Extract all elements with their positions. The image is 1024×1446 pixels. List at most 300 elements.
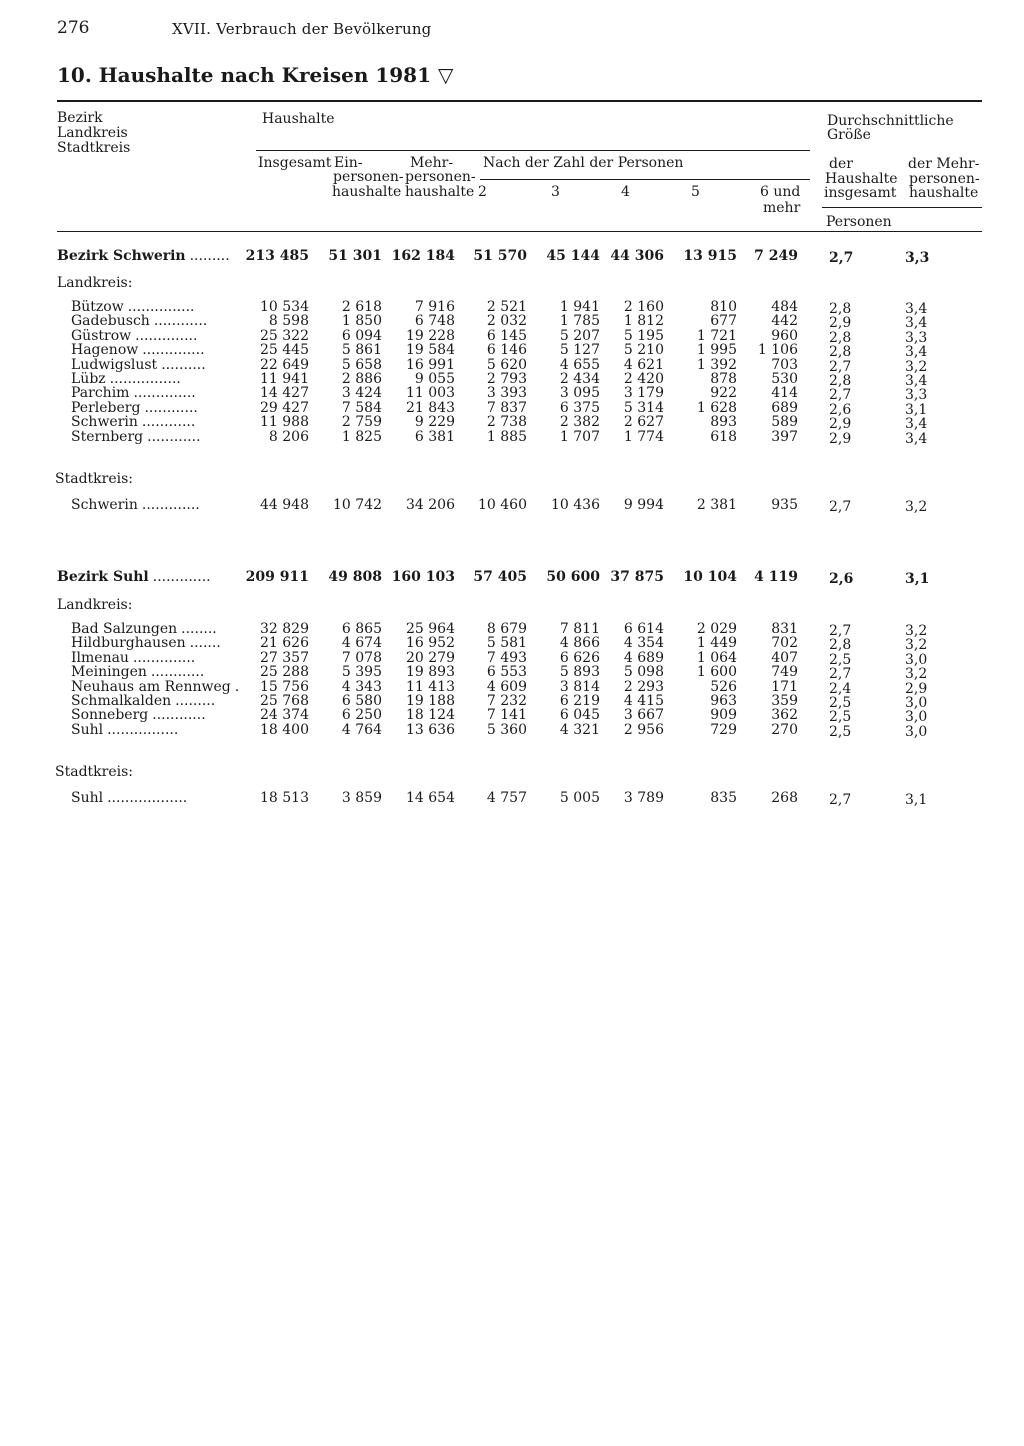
table-row-value-8: 407 bbox=[771, 650, 798, 666]
table-row-avg-2: 3,0 bbox=[905, 709, 928, 725]
bezirk-row-value-4: 57 405 bbox=[473, 569, 527, 585]
table-row-value-1: 25 445 bbox=[260, 342, 309, 358]
table-row-value-2: 3 424 bbox=[341, 385, 382, 401]
table-row-avg-2: 3,4 bbox=[905, 416, 928, 432]
table-row-value-6: 2 160 bbox=[623, 299, 664, 315]
table-row-avg-2: 3,4 bbox=[905, 344, 928, 360]
table-row-value-7: 909 bbox=[710, 707, 737, 723]
table-row-value-1: 14 427 bbox=[260, 385, 309, 401]
header-mehrpersonen-1: Mehr- bbox=[410, 155, 454, 171]
table-row-value-4: 7 232 bbox=[486, 693, 527, 709]
header-einpersonen-3: haushalte bbox=[332, 184, 402, 200]
table-row-avg-2: 3,2 bbox=[905, 623, 928, 639]
header-personen-6-2: mehr bbox=[763, 200, 801, 216]
personen-count-rule bbox=[480, 179, 810, 180]
table-row-avg-2: 3,1 bbox=[905, 792, 928, 808]
table-row-name: Ludwigslust bbox=[71, 357, 158, 373]
table-row-value-7: 835 bbox=[710, 790, 737, 806]
table-row-value-4: 10 460 bbox=[478, 497, 527, 513]
table-row-value-1: 11 941 bbox=[260, 371, 309, 387]
table-row-value-1: 27 357 bbox=[260, 650, 309, 666]
table-row-leader-dots: .............. bbox=[132, 650, 196, 666]
table-row-value-6: 5 195 bbox=[623, 328, 664, 344]
table-row-leader-dots: ............. bbox=[141, 497, 200, 513]
durchschnitt-rule bbox=[822, 207, 982, 208]
table-row-value-1: 29 427 bbox=[260, 400, 309, 416]
stub-header-landkreis: Landkreis bbox=[57, 125, 128, 141]
table-row-value-1: 18 513 bbox=[260, 790, 309, 806]
table-row-value-3: 9 055 bbox=[414, 371, 455, 387]
table-row-avg-1: 2,7 bbox=[829, 359, 852, 375]
bezirk-row-name: Bezirk Suhl bbox=[57, 569, 149, 585]
table-row-value-2: 6 250 bbox=[341, 707, 382, 723]
table-row-value-1: 25 768 bbox=[260, 693, 309, 709]
table-row-avg-1: 2,8 bbox=[829, 373, 852, 389]
table-row-value-5: 5 893 bbox=[559, 664, 600, 680]
table-row-value-3: 25 964 bbox=[406, 621, 455, 637]
table-row-value-7: 922 bbox=[710, 385, 737, 401]
bezirk-row-value-6: 44 306 bbox=[610, 248, 664, 264]
table-row-avg-2: 3,3 bbox=[905, 387, 928, 403]
table-row-leader-dots: .............. bbox=[135, 328, 198, 344]
table-row-value-5: 7 811 bbox=[559, 621, 600, 637]
header-bottom-rule bbox=[57, 231, 982, 232]
table-row-value-1: 25 288 bbox=[260, 664, 309, 680]
table-row-leader-dots: ....... bbox=[189, 635, 221, 651]
landkreis-label: Landkreis: bbox=[57, 597, 133, 613]
table-row-value-7: 1 449 bbox=[696, 635, 737, 651]
table-row-avg-2: 3,4 bbox=[905, 373, 928, 389]
table-row-value-3: 21 843 bbox=[406, 400, 455, 416]
table-row-value-5: 5 127 bbox=[559, 342, 600, 358]
header-nach-zahl: Nach der Zahl der Personen bbox=[483, 155, 684, 171]
table-row-avg-1: 2,9 bbox=[829, 315, 852, 331]
table-row-value-5: 3 814 bbox=[559, 679, 600, 695]
table-row-avg-1: 2,5 bbox=[829, 709, 852, 725]
table-row-value-7: 1 995 bbox=[696, 342, 737, 358]
table-row-value-3: 11 003 bbox=[406, 385, 455, 401]
landkreis-label: Landkreis: bbox=[57, 275, 133, 291]
stadtkreis-label: Stadtkreis: bbox=[55, 471, 133, 487]
table-row-name: Güstrow bbox=[71, 328, 132, 344]
table-row-avg-2: 2,9 bbox=[905, 681, 928, 697]
stub-header-bezirk: Bezirk bbox=[57, 110, 103, 126]
table-row-name: Bützow bbox=[71, 299, 124, 315]
table-row-value-8: 960 bbox=[771, 328, 798, 344]
table-row-value-2: 2 886 bbox=[341, 371, 382, 387]
table-row-value-5: 6 219 bbox=[559, 693, 600, 709]
table-row-leader-dots: ............ bbox=[150, 664, 205, 680]
table-row-value-4: 6 146 bbox=[486, 342, 527, 358]
table-title: 10. Haushalte nach Kreisen 1981 ▽ bbox=[57, 63, 454, 87]
table-row-value-8: 484 bbox=[771, 299, 798, 315]
table-row-value-8: 442 bbox=[771, 313, 798, 329]
table-row-value-7: 1 721 bbox=[696, 328, 737, 344]
table-row-avg-2: 3,4 bbox=[905, 301, 928, 317]
table-row-value-1: 18 400 bbox=[260, 722, 309, 738]
table-row-value-6: 2 420 bbox=[623, 371, 664, 387]
bezirk-row-value-8: 4 119 bbox=[754, 569, 798, 585]
table-row-value-6: 2 293 bbox=[623, 679, 664, 695]
table-row-value-3: 13 636 bbox=[406, 722, 455, 738]
table-row-value-6: 5 210 bbox=[623, 342, 664, 358]
table-row-value-2: 7 584 bbox=[341, 400, 382, 416]
bezirk-row-value-1: 209 911 bbox=[245, 569, 309, 585]
table-row-value-3: 11 413 bbox=[406, 679, 455, 695]
table-row-value-4: 4 757 bbox=[486, 790, 527, 806]
table-row-leader-dots: ............... bbox=[127, 299, 195, 315]
table-row-value-5: 2 434 bbox=[559, 371, 600, 387]
table-row-name: Lübz bbox=[71, 371, 106, 387]
table-row-avg-1: 2,8 bbox=[829, 301, 852, 317]
table-row-avg-1: 2,7 bbox=[829, 499, 852, 515]
table-row-value-8: 268 bbox=[771, 790, 798, 806]
table-row-value-2: 6 865 bbox=[341, 621, 382, 637]
stadtkreis-label: Stadtkreis: bbox=[55, 764, 133, 780]
table-row-value-1: 8 206 bbox=[268, 429, 309, 445]
table-row-value-8: 270 bbox=[771, 722, 798, 738]
table-row-value-3: 19 893 bbox=[406, 664, 455, 680]
header-der-mehr-1: der Mehr- bbox=[908, 156, 980, 172]
table-row-value-4: 6 553 bbox=[486, 664, 527, 680]
table-row-avg-1: 2,7 bbox=[829, 387, 852, 403]
table-row-value-4: 5 360 bbox=[486, 722, 527, 738]
table-row-value-7: 526 bbox=[710, 679, 737, 695]
table-row-avg-2: 3,4 bbox=[905, 315, 928, 331]
table-row-value-8: 1 106 bbox=[757, 342, 798, 358]
table-row-value-4: 7 837 bbox=[486, 400, 527, 416]
table-row-name: Suhl bbox=[71, 790, 104, 806]
bezirk-row-value-7: 13 915 bbox=[683, 248, 737, 264]
table-row-name: Hagenow bbox=[71, 342, 139, 358]
table-row-value-5: 1 941 bbox=[559, 299, 600, 315]
table-row-value-8: 935 bbox=[771, 497, 798, 513]
table-row-name: Gadebusch bbox=[71, 313, 150, 329]
table-row-value-3: 14 654 bbox=[406, 790, 455, 806]
table-row-leader-dots: .......... bbox=[161, 357, 206, 373]
bezirk-row-avg-2: 3,1 bbox=[905, 571, 930, 587]
table-row-value-7: 677 bbox=[710, 313, 737, 329]
table-row-value-4: 2 032 bbox=[486, 313, 527, 329]
table-row-value-6: 3 667 bbox=[623, 707, 664, 723]
stub-header-stadtkreis: Stadtkreis bbox=[57, 140, 131, 156]
table-row-avg-2: 3,1 bbox=[905, 402, 928, 418]
table-row-value-2: 2 618 bbox=[341, 299, 382, 315]
header-einpersonen-1: Ein- bbox=[334, 155, 363, 171]
table-row-name: Schwerin bbox=[71, 414, 138, 430]
table-row-avg-1: 2,5 bbox=[829, 652, 852, 668]
bezirk-row-value-2: 49 808 bbox=[328, 569, 382, 585]
table-row-value-8: 362 bbox=[771, 707, 798, 723]
table-row-value-3: 16 991 bbox=[406, 357, 455, 373]
table-row-value-6: 5 314 bbox=[623, 400, 664, 416]
header-insgesamt: Insgesamt bbox=[258, 155, 332, 171]
table-row-avg-2: 3,0 bbox=[905, 695, 928, 711]
table-row-value-6: 9 994 bbox=[623, 497, 664, 513]
table-row-value-8: 397 bbox=[771, 429, 798, 445]
bezirk-row-avg-2: 3,3 bbox=[905, 250, 930, 266]
table-row-value-8: 359 bbox=[771, 693, 798, 709]
table-row-value-8: 689 bbox=[771, 400, 798, 416]
table-row-avg-2: 3,0 bbox=[905, 724, 928, 740]
table-row-value-6: 4 354 bbox=[623, 635, 664, 651]
header-der-haushalte-3: insgesamt bbox=[824, 185, 897, 201]
header-der-mehr-2: personen- bbox=[909, 171, 980, 187]
table-row-leader-dots: . bbox=[234, 679, 240, 695]
table-row-name: Ilmenau bbox=[71, 650, 129, 666]
bezirk-row-value-3: 160 103 bbox=[391, 569, 455, 585]
header-durchschnitt-2: Größe bbox=[827, 127, 871, 143]
table-row-avg-2: 3,2 bbox=[905, 666, 928, 682]
table-row-avg-2: 3,3 bbox=[905, 330, 928, 346]
bezirk-row-avg-1: 2,6 bbox=[829, 571, 854, 587]
table-row-leader-dots: ......... bbox=[175, 693, 216, 709]
table-row-avg-1: 2,8 bbox=[829, 344, 852, 360]
table-row-value-6: 5 098 bbox=[623, 664, 664, 680]
table-row-value-5: 3 095 bbox=[559, 385, 600, 401]
header-mehrpersonen-3: haushalte bbox=[405, 184, 475, 200]
table-row-name: Schmalkalden bbox=[71, 693, 172, 709]
table-row-value-6: 4 415 bbox=[623, 693, 664, 709]
table-row-name: Parchim bbox=[71, 385, 130, 401]
running-head: XVII. Verbrauch der Bevölkerung bbox=[172, 20, 432, 38]
table-row-value-3: 19 228 bbox=[406, 328, 455, 344]
table-row-leader-dots: ............ bbox=[141, 414, 196, 430]
header-personen-3: 3 bbox=[551, 184, 560, 200]
table-row-value-6: 2 627 bbox=[623, 414, 664, 430]
table-row-value-2: 5 861 bbox=[341, 342, 382, 358]
table-row-leader-dots: ........ bbox=[181, 621, 217, 637]
table-row-value-4: 2 738 bbox=[486, 414, 527, 430]
table-row-avg-2: 3,0 bbox=[905, 652, 928, 668]
table-row-value-3: 16 952 bbox=[406, 635, 455, 651]
table-row-leader-dots: ............ bbox=[144, 400, 198, 416]
table-row-value-4: 5 620 bbox=[486, 357, 527, 373]
table-row-value-6: 1 774 bbox=[623, 429, 664, 445]
table-row-leader-dots: ................ bbox=[107, 722, 179, 738]
table-row-value-5: 1 785 bbox=[559, 313, 600, 329]
haushalte-rule bbox=[256, 150, 810, 151]
table-row-name: Suhl bbox=[71, 722, 104, 738]
header-der-haushalte-2: Haushalte bbox=[825, 171, 898, 187]
table-row-value-5: 5 207 bbox=[559, 328, 600, 344]
table-row-value-7: 729 bbox=[710, 722, 737, 738]
header-durchschnitt-1: Durchschnittliche bbox=[827, 113, 954, 129]
table-row-value-2: 5 395 bbox=[341, 664, 382, 680]
header-der-mehr-3: haushalte bbox=[909, 185, 979, 201]
table-row-name: Hildburghausen bbox=[71, 635, 186, 651]
table-row-leader-dots: ............ bbox=[153, 313, 208, 329]
table-row-name: Sternberg bbox=[71, 429, 144, 445]
header-der-haushalte-1: der bbox=[829, 156, 853, 172]
table-row-value-4: 5 581 bbox=[486, 635, 527, 651]
table-row-value-8: 702 bbox=[771, 635, 798, 651]
table-row-value-2: 6 094 bbox=[341, 328, 382, 344]
header-haushalte: Haushalte bbox=[262, 111, 335, 127]
table-row-leader-dots: .................. bbox=[107, 790, 188, 806]
table-row-name: Bad Salzungen bbox=[71, 621, 178, 637]
table-row-value-5: 10 436 bbox=[551, 497, 600, 513]
table-row-value-2: 4 674 bbox=[341, 635, 382, 651]
header-personen-4: 4 bbox=[621, 184, 630, 200]
table-row-value-3: 7 916 bbox=[414, 299, 455, 315]
table-row-value-2: 4 343 bbox=[341, 679, 382, 695]
table-row-value-5: 6 626 bbox=[559, 650, 600, 666]
bezirk-row-value-5: 45 144 bbox=[546, 248, 600, 264]
table-row-value-2: 5 658 bbox=[341, 357, 382, 373]
table-row-value-4: 6 145 bbox=[486, 328, 527, 344]
table-row-value-8: 749 bbox=[771, 664, 798, 680]
bezirk-row-value-2: 51 301 bbox=[328, 248, 382, 264]
page-number: 276 bbox=[57, 18, 90, 38]
table-row-value-6: 6 614 bbox=[623, 621, 664, 637]
table-row-avg-2: 3,2 bbox=[905, 359, 928, 375]
table-row-value-6: 2 956 bbox=[623, 722, 664, 738]
table-row-value-3: 34 206 bbox=[406, 497, 455, 513]
table-row-value-2: 10 742 bbox=[333, 497, 382, 513]
table-row-name: Meiningen bbox=[71, 664, 147, 680]
table-row-value-2: 2 759 bbox=[341, 414, 382, 430]
table-row-value-2: 4 764 bbox=[341, 722, 382, 738]
table-row-value-7: 963 bbox=[710, 693, 737, 709]
table-row-value-4: 8 679 bbox=[486, 621, 527, 637]
table-row-value-1: 32 829 bbox=[260, 621, 309, 637]
table-row-value-8: 589 bbox=[771, 414, 798, 430]
table-row-avg-1: 2,4 bbox=[829, 681, 852, 697]
table-row-value-4: 2 793 bbox=[486, 371, 527, 387]
table-row-avg-1: 2,5 bbox=[829, 724, 852, 740]
table-row-value-3: 19 584 bbox=[406, 342, 455, 358]
table-row-value-5: 5 005 bbox=[559, 790, 600, 806]
bezirk-row-leader-dots: ............. bbox=[152, 569, 211, 585]
table-row-value-7: 1 392 bbox=[696, 357, 737, 373]
table-row-value-1: 25 322 bbox=[260, 328, 309, 344]
table-row-value-7: 618 bbox=[710, 429, 737, 445]
table-row-value-3: 18 124 bbox=[406, 707, 455, 723]
table-row-avg-1: 2,9 bbox=[829, 416, 852, 432]
table-row-value-4: 7 493 bbox=[486, 650, 527, 666]
table-row-value-5: 4 321 bbox=[559, 722, 600, 738]
table-row-value-6: 4 621 bbox=[623, 357, 664, 373]
table-row-value-6: 4 689 bbox=[623, 650, 664, 666]
table-row-value-2: 6 580 bbox=[341, 693, 382, 709]
table-row-value-5: 4 866 bbox=[559, 635, 600, 651]
table-row-value-7: 878 bbox=[710, 371, 737, 387]
table-row-avg-2: 3,4 bbox=[905, 431, 928, 447]
bezirk-row-leader-dots: ......... bbox=[189, 248, 230, 264]
table-row-value-8: 703 bbox=[771, 357, 798, 373]
table-row-value-4: 2 521 bbox=[486, 299, 527, 315]
bezirk-row-value-6: 37 875 bbox=[610, 569, 664, 585]
table-row-value-4: 4 609 bbox=[486, 679, 527, 695]
table-row-value-5: 6 045 bbox=[559, 707, 600, 723]
bezirk-row-value-8: 7 249 bbox=[754, 248, 798, 264]
table-row-avg-2: 3,2 bbox=[905, 499, 928, 515]
header-personen-2: 2 bbox=[478, 184, 487, 200]
table-row-avg-1: 2,7 bbox=[829, 623, 852, 639]
table-row-value-4: 7 141 bbox=[486, 707, 527, 723]
table-row-value-1: 24 374 bbox=[260, 707, 309, 723]
bezirk-row-value-4: 51 570 bbox=[473, 248, 527, 264]
table-row-value-2: 1 850 bbox=[341, 313, 382, 329]
table-row-leader-dots: ................ bbox=[109, 371, 181, 387]
header-personen-6-1: 6 und bbox=[760, 184, 801, 200]
table-row-avg-1: 2,7 bbox=[829, 792, 852, 808]
table-row-leader-dots: ............ bbox=[152, 707, 206, 723]
table-row-avg-1: 2,8 bbox=[829, 330, 852, 346]
header-einpersonen-2: personen- bbox=[333, 169, 404, 185]
table-row-value-6: 3 789 bbox=[623, 790, 664, 806]
table-row-value-7: 810 bbox=[710, 299, 737, 315]
header-top-rule bbox=[57, 100, 982, 102]
table-row-value-1: 22 649 bbox=[260, 357, 309, 373]
table-row-value-1: 10 534 bbox=[260, 299, 309, 315]
table-row-value-8: 831 bbox=[771, 621, 798, 637]
header-personen-unit: Personen bbox=[826, 214, 892, 230]
table-row-value-1: 21 626 bbox=[260, 635, 309, 651]
table-row-value-7: 893 bbox=[710, 414, 737, 430]
table-row-value-6: 1 812 bbox=[623, 313, 664, 329]
table-row-value-1: 8 598 bbox=[268, 313, 309, 329]
table-row-value-5: 6 375 bbox=[559, 400, 600, 416]
table-row-value-5: 2 382 bbox=[559, 414, 600, 430]
table-row-value-3: 9 229 bbox=[414, 414, 455, 430]
table-row-value-7: 1 064 bbox=[696, 650, 737, 666]
bezirk-row-value-7: 10 104 bbox=[683, 569, 737, 585]
table-row-avg-1: 2,5 bbox=[829, 695, 852, 711]
table-row-avg-1: 2,7 bbox=[829, 666, 852, 682]
table-row-value-1: 15 756 bbox=[260, 679, 309, 695]
table-row-leader-dots: ............ bbox=[147, 429, 201, 445]
table-row-name: Neuhaus am Rennweg bbox=[71, 679, 231, 695]
table-row-leader-dots: .............. bbox=[133, 385, 196, 401]
table-row-value-7: 2 029 bbox=[696, 621, 737, 637]
table-row-value-6: 3 179 bbox=[623, 385, 664, 401]
table-row-value-1: 44 948 bbox=[260, 497, 309, 513]
table-row-value-3: 6 381 bbox=[414, 429, 455, 445]
table-row-value-5: 4 655 bbox=[559, 357, 600, 373]
table-row-value-1: 11 988 bbox=[260, 414, 309, 430]
table-row-value-3: 6 748 bbox=[414, 313, 455, 329]
table-row-avg-2: 3,2 bbox=[905, 637, 928, 653]
table-row-value-2: 1 825 bbox=[341, 429, 382, 445]
table-row-avg-1: 2,6 bbox=[829, 402, 852, 418]
table-row-value-4: 1 885 bbox=[486, 429, 527, 445]
table-row-value-7: 1 600 bbox=[696, 664, 737, 680]
table-row-leader-dots: .............. bbox=[142, 342, 205, 358]
table-row-avg-1: 2,9 bbox=[829, 431, 852, 447]
header-mehrpersonen-2: personen- bbox=[405, 169, 476, 185]
table-row-name: Perleberg bbox=[71, 400, 141, 416]
table-row-value-7: 2 381 bbox=[696, 497, 737, 513]
table-row-value-4: 3 393 bbox=[486, 385, 527, 401]
table-row-name: Schwerin bbox=[71, 497, 138, 513]
table-row-value-2: 3 859 bbox=[341, 790, 382, 806]
table-row-avg-1: 2,8 bbox=[829, 637, 852, 653]
table-row-value-3: 20 279 bbox=[406, 650, 455, 666]
table-row-name: Sonneberg bbox=[71, 707, 149, 723]
header-personen-5: 5 bbox=[691, 184, 700, 200]
bezirk-row-name: Bezirk Schwerin bbox=[57, 248, 186, 264]
table-row-value-2: 7 078 bbox=[341, 650, 382, 666]
bezirk-row-value-5: 50 600 bbox=[546, 569, 600, 585]
table-row-value-8: 530 bbox=[771, 371, 798, 387]
table-row-value-7: 1 628 bbox=[696, 400, 737, 416]
table-row-value-8: 171 bbox=[771, 679, 798, 695]
bezirk-row-value-1: 213 485 bbox=[245, 248, 309, 264]
table-row-value-8: 414 bbox=[771, 385, 798, 401]
bezirk-row-avg-1: 2,7 bbox=[829, 250, 854, 266]
